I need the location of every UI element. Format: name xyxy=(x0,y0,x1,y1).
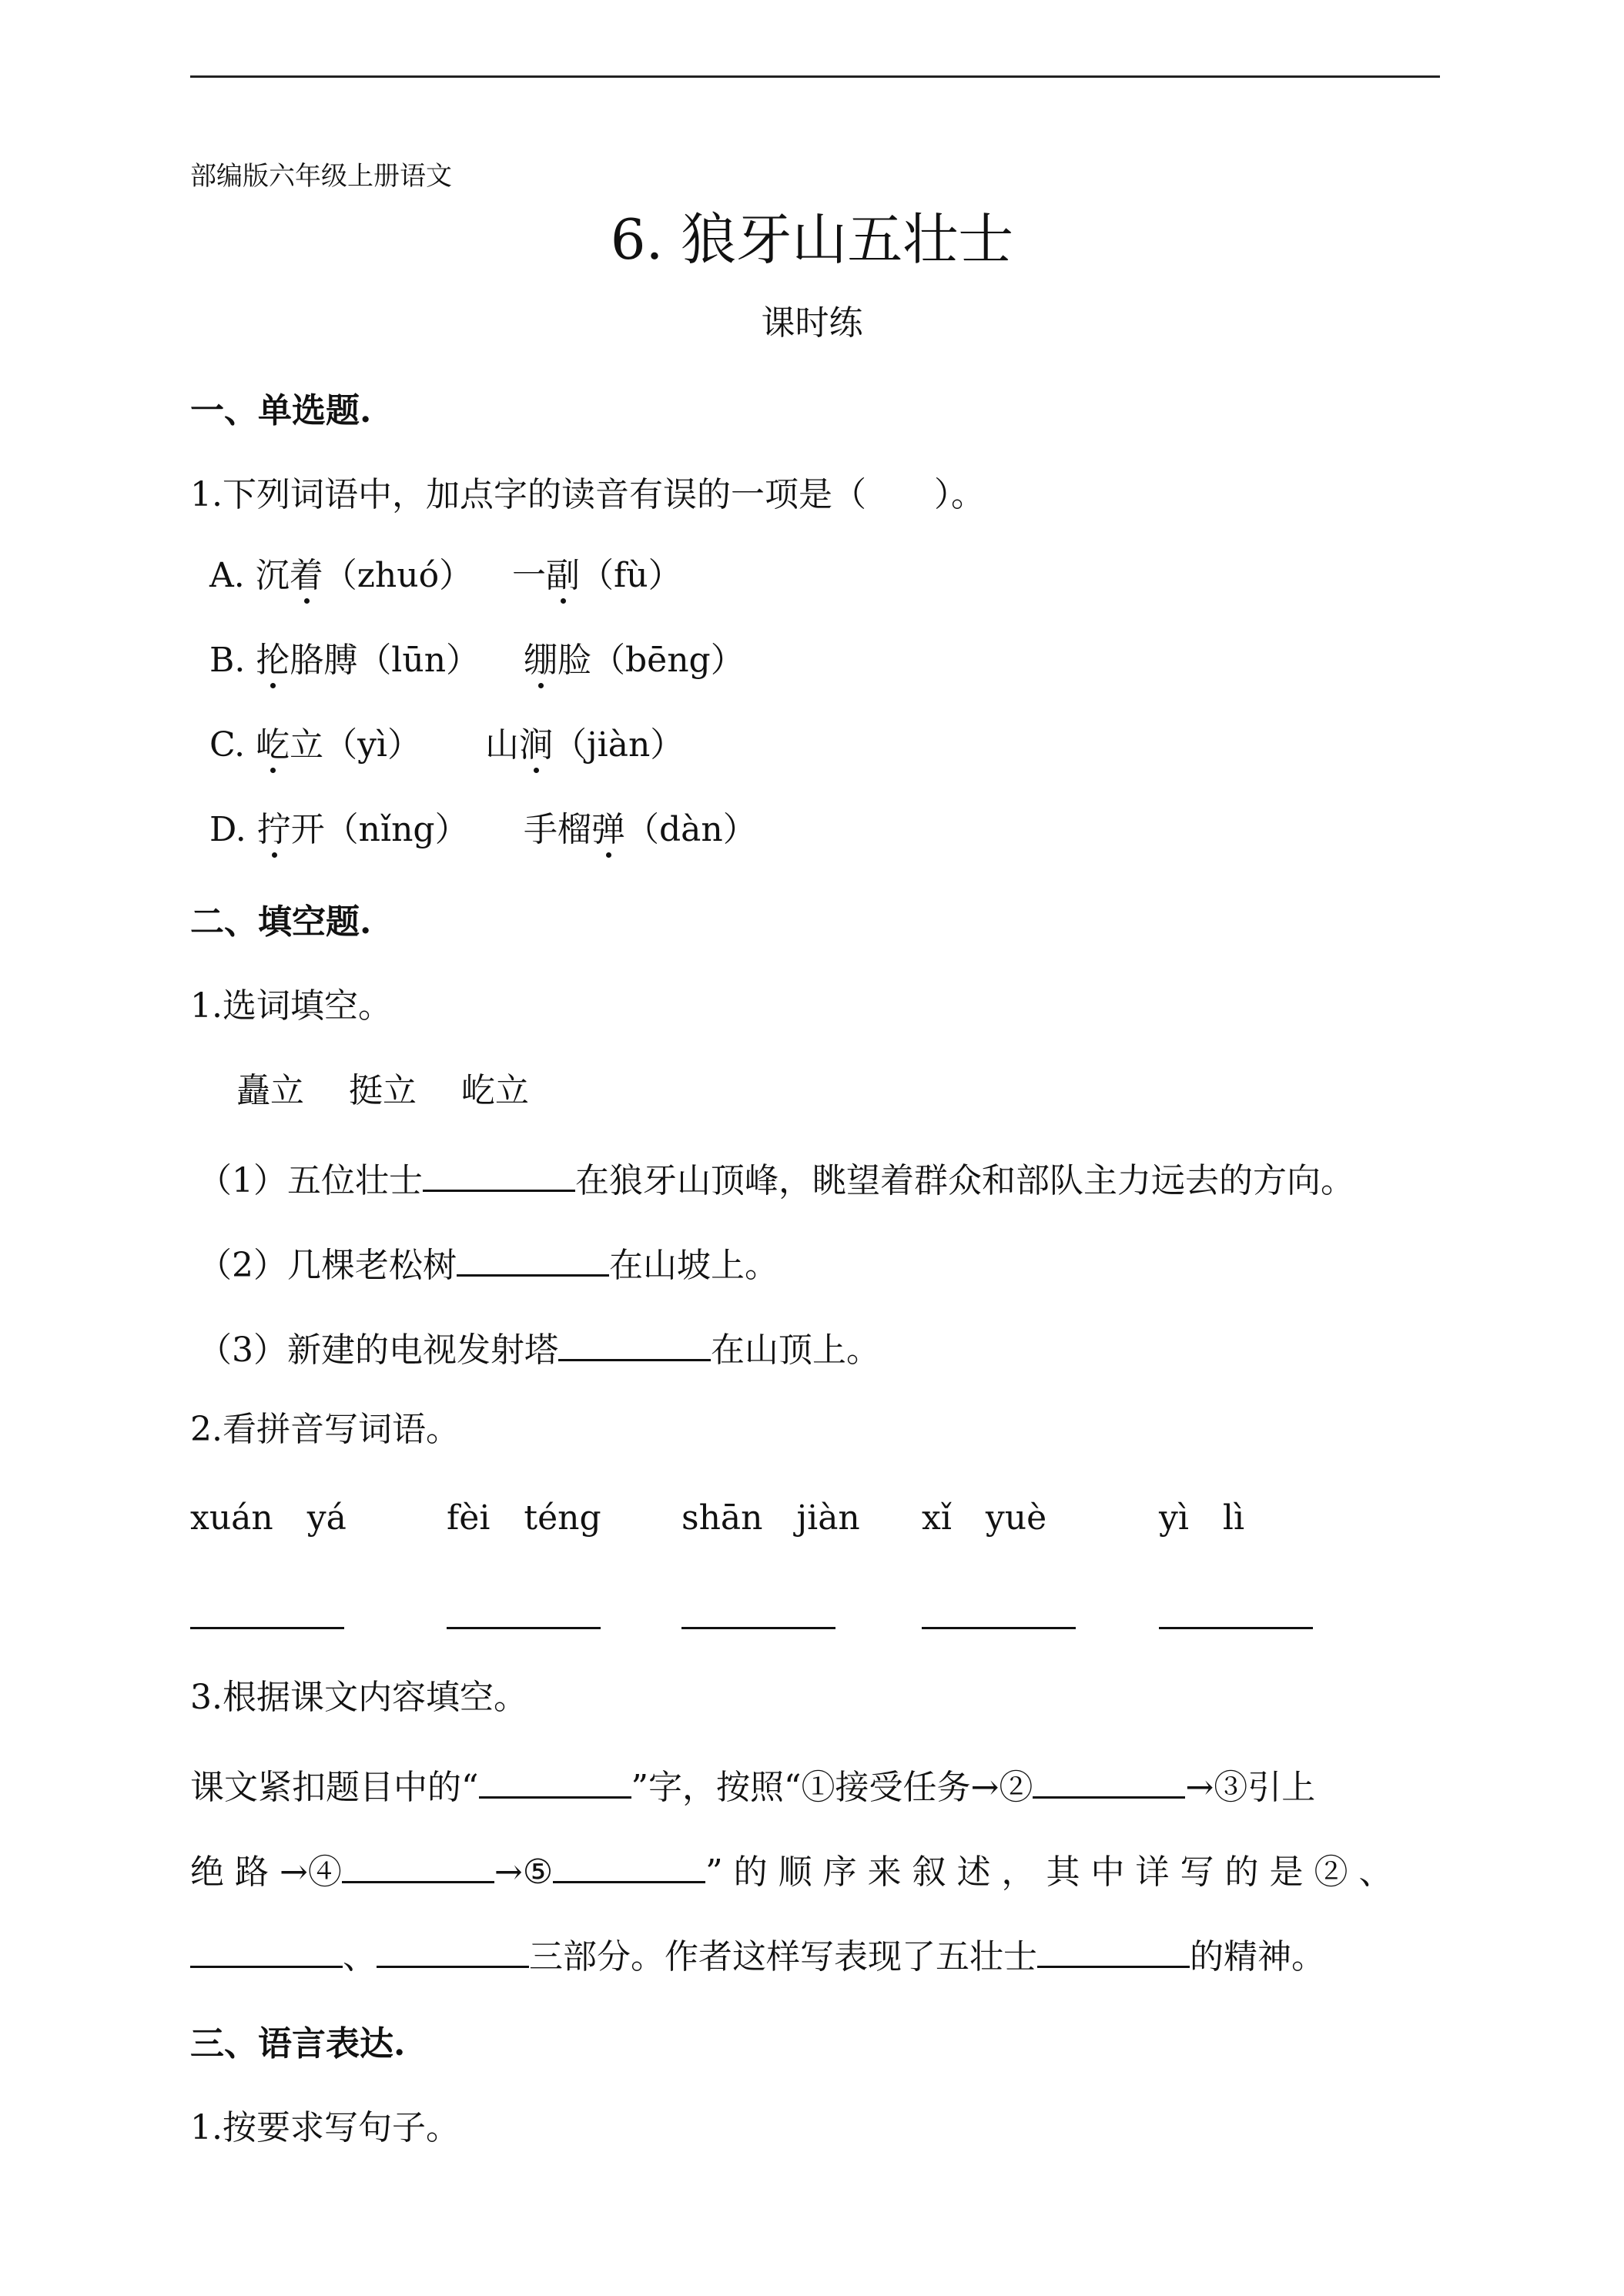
sentence-1: （1）五位壮士 在狼牙山顶峰，眺望着群众和部队主力远去的方向。 xyxy=(198,1159,1354,1198)
pinyin-4: xǐ yuè xyxy=(922,1498,1047,1538)
dotted-char: 抡 xyxy=(256,641,290,680)
option-d[interactable]: D. 拧开（nǐng） xyxy=(209,810,469,849)
dotted-char: 副 xyxy=(546,556,580,595)
answer-blank[interactable] xyxy=(190,1935,343,1968)
word-choices: 矗立 挺立 屹立 xyxy=(236,1071,529,1110)
dotted-char: 涧 xyxy=(519,725,553,765)
sentence-2: （2）几棵老松树 在山坡上。 xyxy=(198,1243,779,1283)
pinyin-3: shān jiàn xyxy=(681,1498,860,1538)
answer-blank[interactable] xyxy=(423,1159,575,1192)
dotted-char: 着 xyxy=(289,556,323,595)
series-label: 部编版六年级上册语文 xyxy=(190,161,452,192)
pinyin-2: fèi téng xyxy=(447,1498,601,1538)
answer-blank[interactable] xyxy=(1037,1935,1190,1968)
question-2-stem: 2.看拼音写词语。 xyxy=(190,1410,460,1449)
answer-blank[interactable] xyxy=(457,1243,609,1277)
answer-blank[interactable] xyxy=(558,1328,711,1361)
dotted-char: 拧 xyxy=(256,810,291,849)
answer-line[interactable] xyxy=(190,1627,344,1629)
option-a[interactable]: A. 沉着（zhuó） xyxy=(209,556,474,595)
option-b[interactable]: B. 抡胳膊（lūn） xyxy=(209,641,481,680)
page-title: 6. 狼牙山五壮士 xyxy=(610,207,1014,272)
paragraph-line-1: 课文紧扣题目中的“ ”字，按照“①接受任务→② →③引上 xyxy=(190,1766,1315,1805)
question-1-stem: 1.按要求写句子。 xyxy=(190,2108,460,2147)
option-a-second-word: 一副（fù） xyxy=(512,556,682,595)
answer-line[interactable] xyxy=(922,1627,1076,1629)
option-b-second-word: 绷脸（bēng） xyxy=(524,641,745,680)
section-heading-language-expression: 三、语言表达. xyxy=(190,2024,406,2063)
option-c[interactable]: C. 屹立（yì） xyxy=(209,725,422,765)
answer-blank[interactable] xyxy=(342,1850,494,1883)
pinyin-1: xuán yá xyxy=(190,1498,347,1538)
option-c-second-word: 山涧（jiàn） xyxy=(485,725,685,765)
paragraph-line-3: 、 三部分。作者这样写表现了五壮士 的精神。 xyxy=(190,1935,1325,1974)
pinyin-5: yì lì xyxy=(1159,1498,1245,1538)
question-3-stem: 3.根据课文内容填空。 xyxy=(190,1678,527,1717)
sentence-3: （3）新建的电视发射塔 在山顶上。 xyxy=(198,1328,880,1367)
answer-line[interactable] xyxy=(681,1627,835,1629)
question-1-stem: 1.下列词语中，加点字的读音有误的一项是（ ）。 xyxy=(190,475,985,514)
answer-blank[interactable] xyxy=(479,1766,631,1799)
answer-blank[interactable] xyxy=(553,1850,705,1883)
answer-line[interactable] xyxy=(447,1627,601,1629)
header-rule xyxy=(190,75,1440,78)
question-1-stem: 1.选词填空。 xyxy=(190,986,392,1026)
page-subtitle: 课时练 xyxy=(761,303,863,343)
section-heading-single-choice: 一、单选题. xyxy=(190,391,372,430)
answer-blank[interactable] xyxy=(1033,1766,1185,1799)
dotted-char: 绷 xyxy=(524,641,558,680)
section-heading-fill-blank: 二、填空题. xyxy=(190,902,372,942)
answer-blank[interactable] xyxy=(377,1935,529,1968)
answer-line[interactable] xyxy=(1159,1627,1313,1629)
dotted-char: 弹 xyxy=(591,810,625,849)
paragraph-line-2: 绝 路 →④ →⑤ ” 的 顺 序 来 叙 述 ， 其 中 详 写 的 是 ② 、 xyxy=(190,1850,1392,1889)
dotted-char: 屹 xyxy=(256,725,290,765)
option-d-second-word: 手榴弹（dàn） xyxy=(524,810,757,849)
